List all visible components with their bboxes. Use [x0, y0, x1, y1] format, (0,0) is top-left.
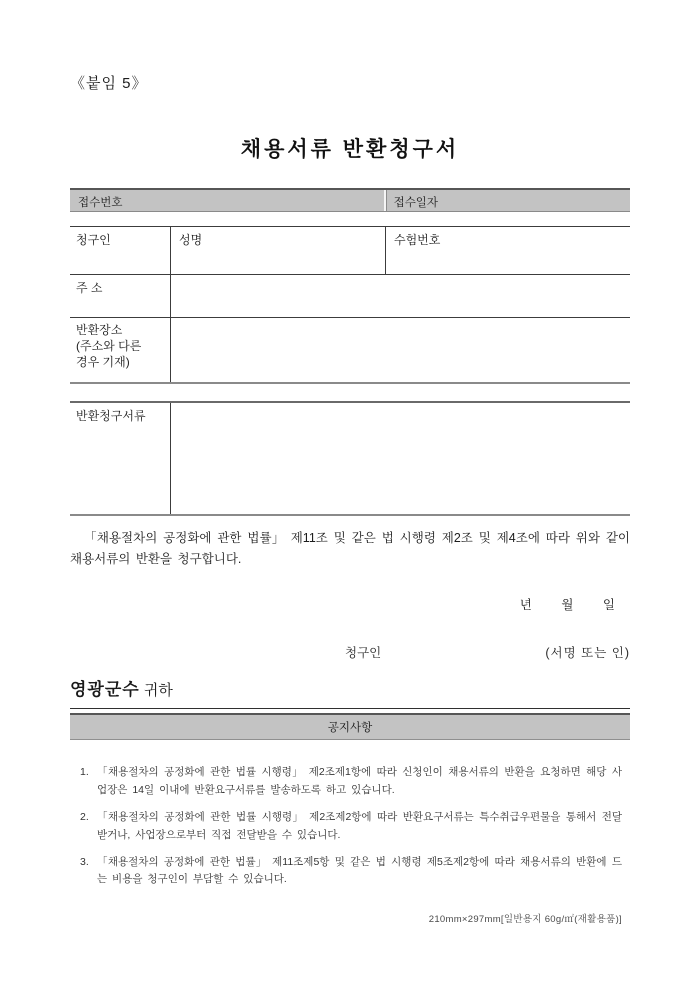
name-label: 성명	[179, 233, 203, 247]
return-docs-field	[170, 403, 630, 514]
date-month-label: 월	[561, 598, 574, 613]
exam-number-field	[385, 227, 630, 274]
date-year-label: 년	[519, 598, 532, 613]
date-day-label: 일	[602, 598, 615, 613]
notice-item-text: 「채용절차의 공정화에 관한 법률」 제11조제5항 및 같은 법 시행령 제5조제2항에 따라 채용서류의 반환에 드는 비용을 청구인이 부담할 수 있습니다.	[97, 855, 622, 886]
notice-item	[80, 764, 622, 800]
receipt-header-bar	[70, 188, 630, 212]
return-place-label-line1: 반환장소	[76, 323, 123, 337]
notice-item-text: 「채용절차의 공정화에 관한 법률 시행령」 제2조제1항에 따라 신청인이 채용서류의 반환을 요청하면 해당 사업장은 14일 이내에 반환요구서류를 발송하도록 하고 있습니다.	[97, 766, 622, 797]
declaration-paragraph: 「채용절차의 공정화에 관한 법률」 제11조 및 같은 법 시행령 제2조 및 제4조에 따라 위와 같이 채용서류의 반환을 청구합니다.	[70, 531, 630, 566]
divider-rule	[70, 708, 630, 709]
date-line	[70, 595, 630, 613]
return-place-field	[170, 318, 630, 382]
name-field	[170, 227, 385, 274]
return-place-label-line2	[76, 338, 166, 354]
addressee-name: 영광군수	[70, 680, 140, 700]
signer-label: 청구인	[345, 646, 382, 661]
signature-note: (서명 또는 인)	[545, 646, 630, 661]
return-place-line2a: (주소와	[76, 339, 115, 354]
receipt-date-label: 접수일자	[384, 190, 630, 211]
notice-item	[80, 809, 622, 845]
notice-item	[80, 854, 622, 890]
return-place-line2b: 다른	[118, 339, 142, 354]
notice-list	[70, 764, 630, 889]
addressee-line	[70, 675, 630, 700]
return-place-label-line3: 경우 기재)	[76, 355, 130, 370]
return-place-label	[70, 318, 170, 382]
form-title: 채용서류 반환청구서	[240, 138, 460, 161]
notice-item-number: 2.	[80, 810, 89, 823]
addressee-suffix: 귀하	[139, 682, 173, 700]
claimant-label: 청구인	[76, 233, 111, 247]
address-row	[70, 274, 630, 317]
notice-header-bar	[70, 713, 630, 740]
return-place-row	[70, 317, 630, 382]
claimant-row	[70, 227, 630, 274]
annex-label: 《붙임 5》	[70, 75, 148, 92]
receipt-number-label: 접수번호	[78, 197, 123, 209]
paper-spec-note: 210mm×297mm[일반용지 60g/㎡(재활용품)]	[428, 914, 622, 926]
applicant-table	[70, 226, 630, 384]
return-docs-row	[70, 403, 630, 514]
return-docs-label: 반환청구서류	[76, 409, 146, 423]
return-docs-table	[70, 401, 630, 516]
address-label: 주 소	[76, 281, 103, 295]
address-field	[170, 275, 630, 317]
notice-item-text: 「채용절차의 공정화에 관한 법률 시행령」 제2조제2항에 따라 반환요구서류는 특수취급우편물을 통해서 전달받거나, 사업장으로부터 직접 전달받을 수 있습니다.	[97, 810, 622, 841]
signature-line	[70, 643, 630, 661]
notice-header-label: 공지사항	[327, 722, 373, 735]
notice-item-number: 1.	[80, 766, 89, 779]
notice-item-number: 3.	[80, 855, 89, 868]
exam-number-label: 수험번호	[394, 233, 441, 247]
